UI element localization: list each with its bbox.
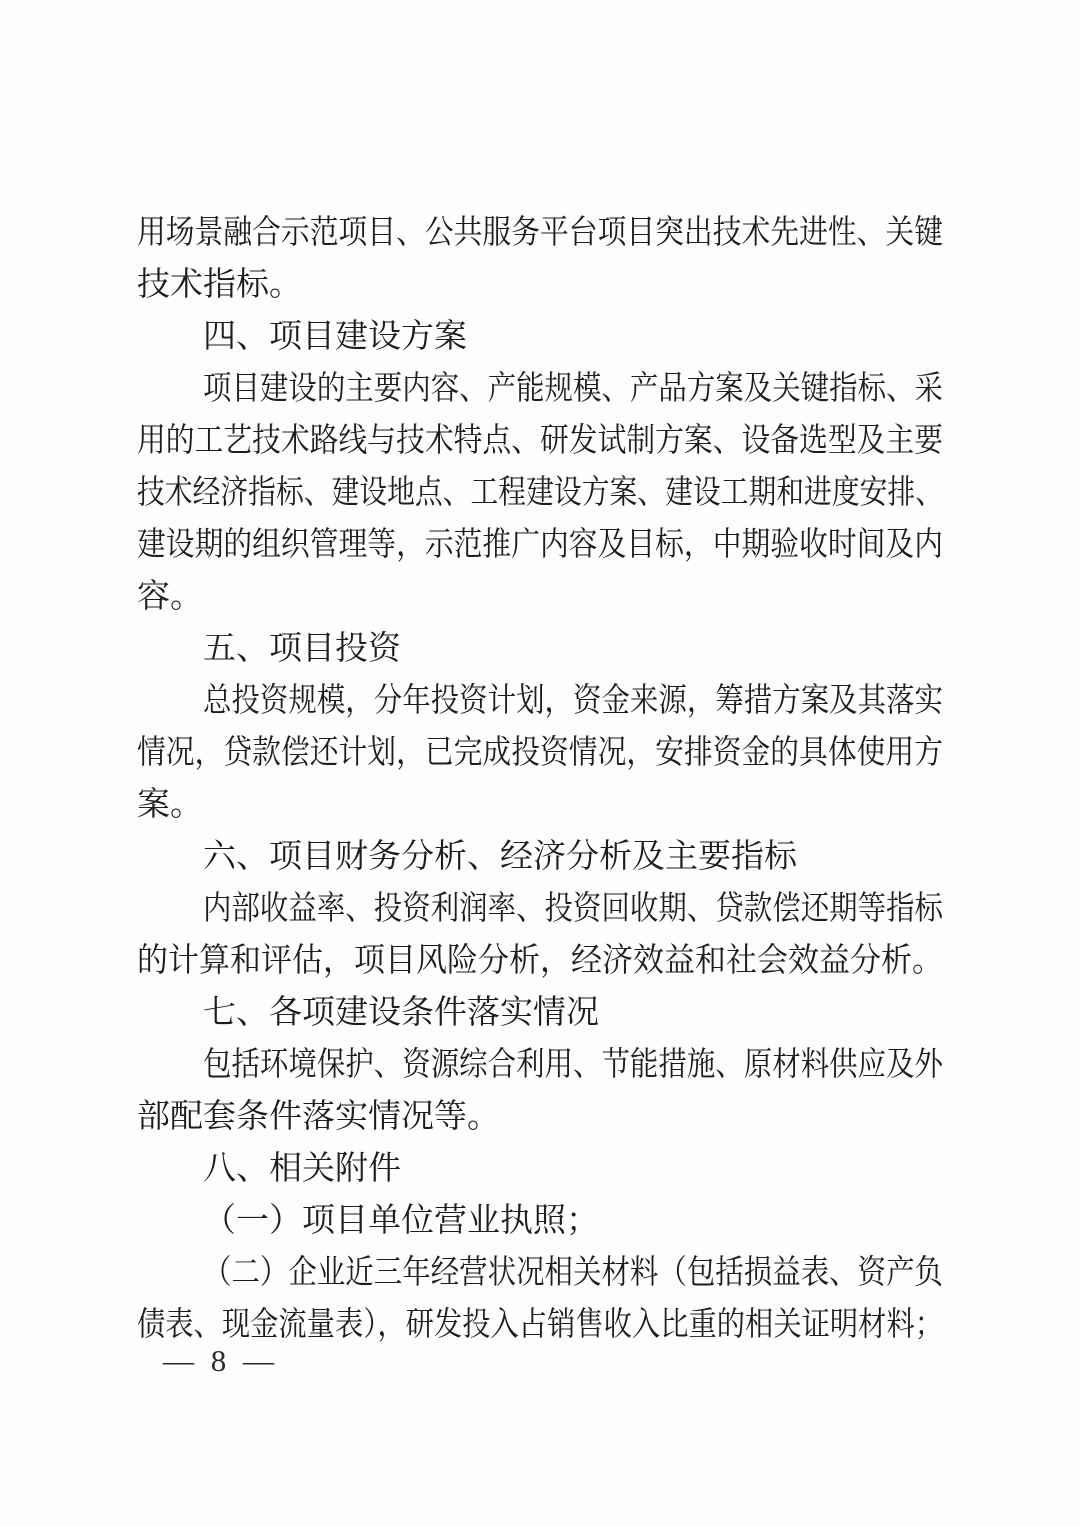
text-line-content: 用场景融合示范项目、公共服务平台项目突出技术先进性、关键 (137, 213, 943, 250)
text-line-content: 债表、现金流量表），研发投入占销售收入比重的相关证明材料； (137, 1305, 943, 1342)
text-line-content: 情况，贷款偿还计划，已完成投资情况，安排资金的具体使用方 (137, 733, 943, 770)
text-line (137, 258, 943, 310)
text-line-content: 项目建设的主要内容、产能规模、产品方案及关键指标、采 (203, 369, 943, 406)
text-line-content: 包括环境保护、资源综合利用、节能措施、原材料供应及外 (203, 1045, 943, 1082)
text-line (137, 206, 943, 258)
text-line (137, 518, 943, 570)
text-line-content: 部配套条件落实情况等。 (137, 1097, 500, 1134)
section-heading-line (137, 986, 943, 1038)
text-line (137, 362, 943, 414)
text-line-content: 八、相关附件 (203, 1149, 401, 1186)
section-heading-line (137, 830, 943, 882)
text-line (137, 934, 943, 986)
text-line-content: 四、项目建设方案 (203, 317, 467, 354)
text-line (137, 466, 943, 518)
text-line (137, 726, 943, 778)
text-line-content: 用的工艺技术路线与技术特点、研发试制方案、设备选型及主要 (137, 421, 943, 458)
text-line-content: （一）项目单位营业执照； (203, 1201, 599, 1238)
document-body (137, 206, 943, 1350)
text-line-content: 总投资规模，分年投资计划，资金来源，筹措方案及其落实 (203, 681, 943, 718)
text-line-content: 技术经济指标、建设地点、工程建设方案、建设工期和进度安排、 (137, 473, 943, 510)
text-line (137, 1246, 943, 1298)
text-line (137, 1038, 943, 1090)
text-line-content: 五、项目投资 (203, 629, 401, 666)
section-heading-line (137, 1142, 943, 1194)
section-heading-line (137, 622, 943, 674)
text-line (137, 882, 943, 934)
text-line-content: 容。 (137, 577, 203, 614)
text-line (137, 1090, 943, 1142)
text-line-content: 技术指标。 (137, 265, 302, 302)
text-line (137, 570, 943, 622)
text-line-content: 案。 (137, 785, 203, 822)
section-heading-line (137, 310, 943, 362)
text-line-content: 七、各项建设条件落实情况 (203, 993, 599, 1030)
page-number: — 8 — (163, 1343, 275, 1378)
text-line-content: 建设期的组织管理等，示范推广内容及目标，中期验收时间及内 (137, 525, 943, 562)
page-footer (163, 1341, 275, 1381)
text-line-content: 内部收益率、投资利润率、投资回收期、贷款偿还期等指标 (203, 889, 943, 926)
text-line (137, 414, 943, 466)
text-line-content: （二）企业近三年经营状况相关材料（包括损益表、资产负 (203, 1253, 943, 1290)
text-line-content: 的计算和评估，项目风险分析，经济效益和社会效益分析。 (137, 941, 943, 978)
text-line-content: 六、项目财务分析、经济分析及主要指标 (203, 837, 797, 874)
text-line (137, 778, 943, 830)
text-line (137, 1194, 943, 1246)
text-line (137, 674, 943, 726)
